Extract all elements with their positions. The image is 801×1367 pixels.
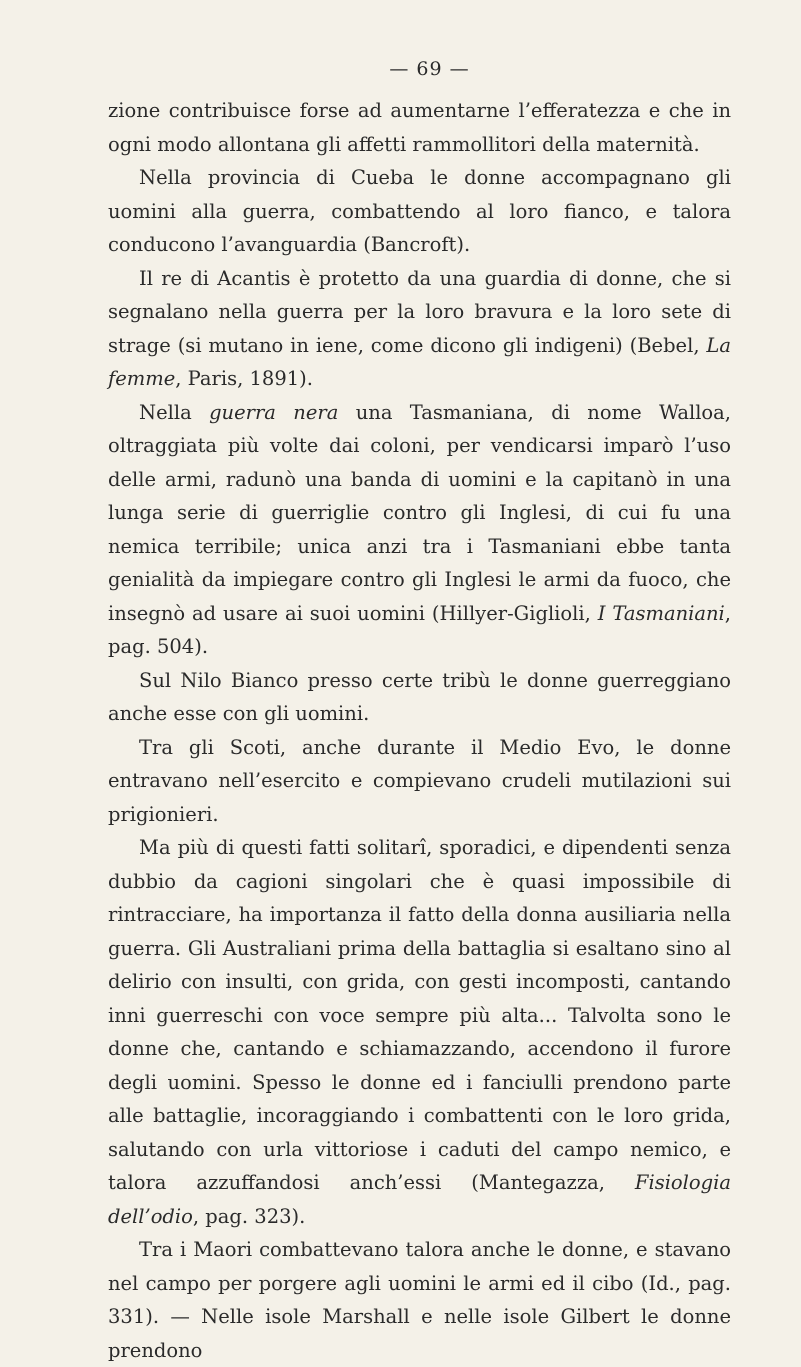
paragraph: [108, 1233, 731, 1367]
text-run: zione contribuisce forse ad aumentarne l’efferatezza e che in ogni modo allontana gli affetti rammollitori della maternità.: [108, 99, 731, 156]
paragraph: [108, 262, 731, 396]
paragraph: [108, 161, 731, 262]
text-run: Nella: [139, 400, 210, 424]
text-run: Tra gli Scoti, anche durante il Medio Evo, le donne entravano nell’esercito e compievano crudeli mutilazioni sui prigionieri.: [108, 735, 731, 826]
paragraph: [108, 94, 731, 161]
text-run: , Paris, 1891).: [175, 367, 313, 390]
italic-title: La femme: [108, 333, 731, 390]
text-run: Ma più di questi fatti solitarî, sporadici, e dipendenti senza dubbio da cagioni singolari che è quasi impossibile di rintracciare, ha importanza il fatto della donna ausiliaria nella guerra. Gli Australiani prima della battaglia si esaltano sino al delirio con insulti, con grida, con gesti incomposti, cantando inni guerreschi con voce sempre più alta... Talvolta sono le donne che, cantando e schiamazzando, accendono il furore degli uomini. Spesso le donne ed i fanciulli prendono parte alle battaglie, incoraggiando i combattenti con le loro grida, salutando con urla vittoriose i caduti del campo nemico, e talora azzuffandosi anch’essi (Mantegazza,: [108, 836, 731, 1194]
paragraph: [108, 831, 731, 1233]
text-run: , pag. 323).: [192, 1204, 306, 1228]
text-run: Tra i Maori combattevano talora anche le donne, e stavano nel campo per porgere agli uomini le armi ed il cibo (Id., pag. 331). — Nelle isole Marshall e nelle isole Gilbert le donne prendono: [108, 1238, 731, 1362]
page-number: — 69 —: [389, 58, 470, 80]
text-run: , pag. 504).: [108, 601, 731, 658]
italic-title: Fisiologia dell’odio: [108, 1171, 731, 1228]
paragraph: [108, 664, 731, 731]
italic-title: I Tasmaniani: [597, 601, 725, 625]
text-run: Sul Nilo Bianco presso certe tribù le donne guerreggiano anche esse con gli uomini.: [108, 668, 731, 725]
paragraph: [108, 396, 731, 664]
body-text: [108, 94, 731, 1367]
text-run: Nella provincia di Cueba le donne accompagnano gli uomini alla guerra, combattendo al loro fianco, e talora conducono l’avanguardia (Bancroft).: [108, 166, 731, 256]
text-run: una Tasmaniana, di nome Walloa, oltraggiata più volte dai coloni, per vendicarsi imparò l’uso delle armi, radunò una banda di uomini e la capitanò in una lunga serie di guerriglie contro gli Inglesi, di cui fu una nemica terribile; unica anzi tra i Tasmaniani ebbe tanta genialità da impiegare contro gli Inglesi le armi da fuoco, che insegnò ad usare ai suoi uomini (Hillyer-Giglioli,: [108, 400, 732, 625]
italic-title: guerra nera: [209, 400, 339, 424]
text-run: Il re di Acantis è protetto da una guardia di donne, che si segnalano nella guerra per la loro bravura e la loro sete di strage (si mutano in iene, come dicono gli indigeni) (Bebel,: [108, 266, 731, 357]
paragraph: [108, 731, 731, 832]
